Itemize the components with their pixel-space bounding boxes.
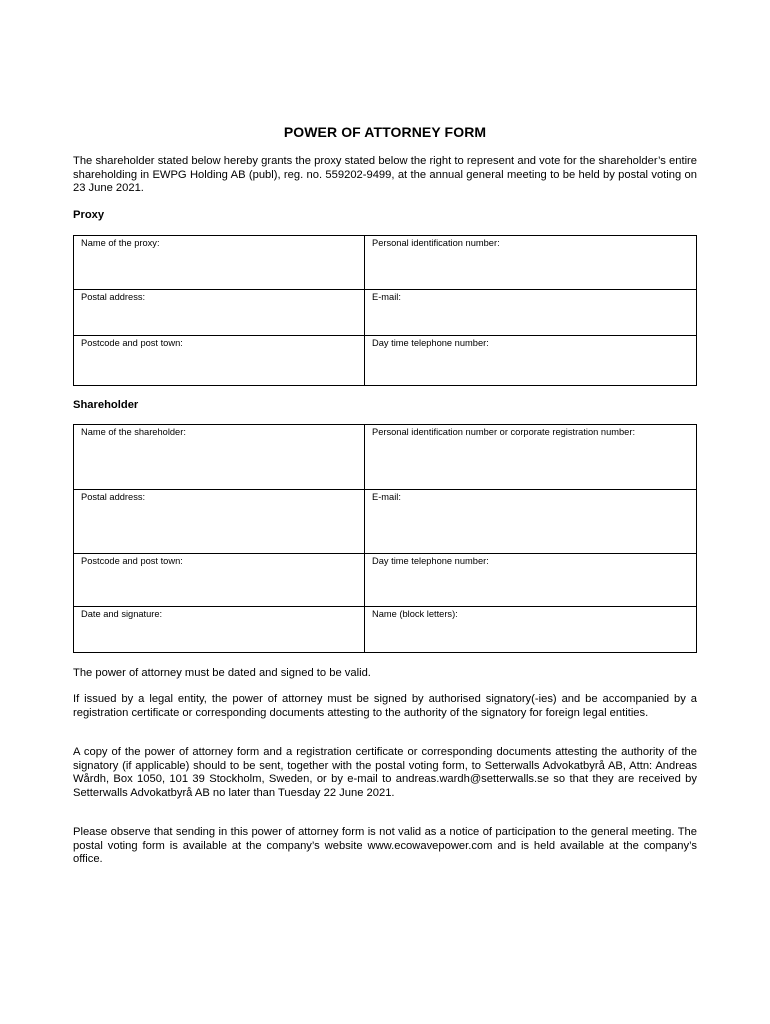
shareholder-name-field[interactable]: Name of the shareholder: [74,425,365,490]
date-signature-field[interactable]: Date and signature: [74,607,365,653]
table-row [74,554,697,607]
table-row [74,490,697,554]
table-row [74,290,697,336]
proxy-telephone-field[interactable]: Day time telephone number: [365,336,697,386]
proxy-name-field[interactable]: Name of the proxy: [74,236,365,290]
proxy-heading: Proxy [73,209,105,221]
proxy-email-field[interactable]: E-mail: [365,290,697,336]
shareholder-postal-address-field[interactable]: Postal address: [74,490,365,554]
submission-note: A copy of the power of attorney form and a registration certificate or corresponding documents attesting the authority of the signatory (if applicable) should to be sent, together with the postal voting form, to Setterwalls Advokatbyrå AB, Attn: Andreas Wårdh, Box 1050, 101 39 Stockholm, Sweden, or by e-mail to andreas.wardh@setterwalls.se so that they are received by Setterwalls Advokatbyrå AB no later than Tuesday 22 June 2021. [73,746,697,799]
shareholder-postcode-field[interactable]: Postcode and post town: [74,554,365,607]
table-row [74,425,697,490]
shareholder-email-field[interactable]: E-mail: [365,490,697,554]
table-row [74,336,697,386]
table-row [74,236,697,290]
validity-note: The power of attorney must be dated and signed to be valid. [73,667,371,679]
table-row [74,607,697,653]
shareholder-heading: Shareholder [73,399,139,411]
shareholder-table [73,424,697,653]
observe-note: Please observe that sending in this power of attorney form is not valid as a notice of participation to the general meeting. The postal voting form is available at the company’s website www.ecowavepower.com and is held available at the company’s office. [73,826,697,866]
shareholder-registration-number-field[interactable]: Personal identification number or corporate registration number: [365,425,697,490]
proxy-postcode-field[interactable]: Postcode and post town: [74,336,365,386]
proxy-personal-id-field[interactable]: Personal identification number: [365,236,697,290]
intro-paragraph: The shareholder stated below hereby grants the proxy stated below the right to represent and vote for the shareholder’s entire shareholding in EWPG Holding AB (publ), reg. no. 559202-9499, at the annual general meeting to be held by postal voting on 23 June 2021. [73,155,697,195]
page-title: POWER OF ATTORNEY FORM [283,124,487,140]
legal-entity-note: If issued by a legal entity, the power of attorney must be signed by authorised signatory(-ies) and be accompanied by a registration certificate or corresponding documents attesting to the authority of the signatory for foreign legal entities. [73,693,697,719]
proxy-postal-address-field[interactable]: Postal address: [74,290,365,336]
proxy-table [73,235,697,386]
shareholder-telephone-field[interactable]: Day time telephone number: [365,554,697,607]
block-letters-name-field[interactable]: Name (block letters): [365,607,697,653]
